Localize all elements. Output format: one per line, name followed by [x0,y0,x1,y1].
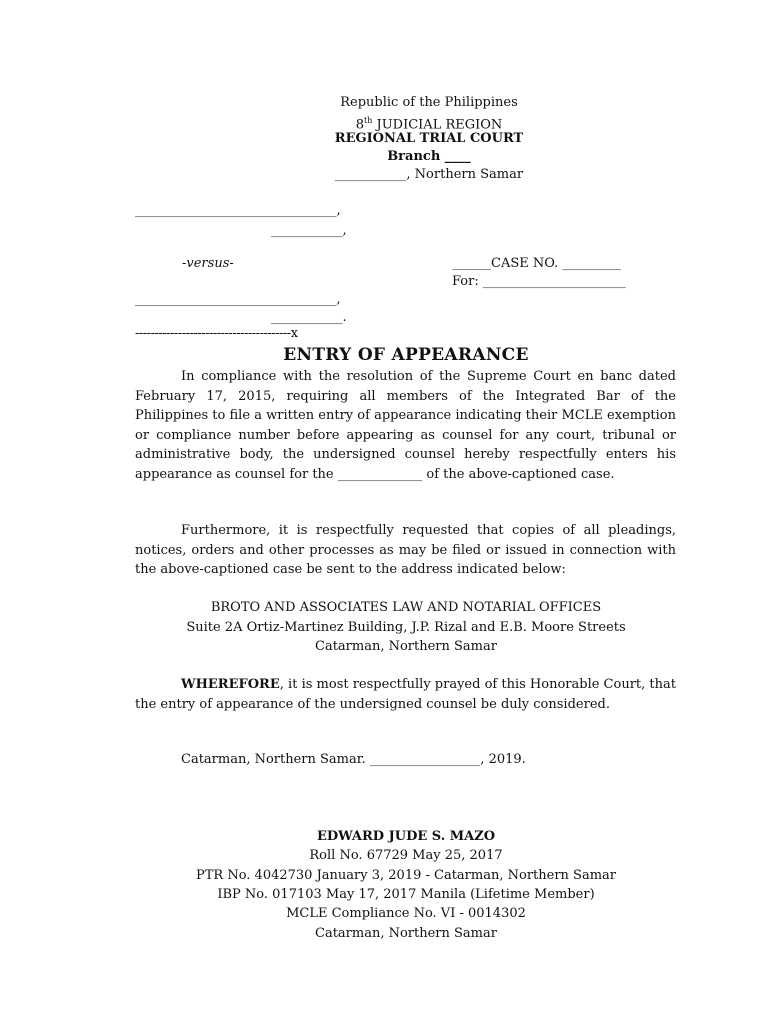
region-number: 8 [355,117,364,133]
address-firm: BROTO AND ASSOCIATES LAW AND NOTARIAL OFFICES [210,600,602,615]
header-court: REGIONAL TRIAL COURT [334,131,524,146]
paragraph-wherefore [135,675,676,714]
signatory-city: Catarman, Northern Samar [315,926,497,941]
wherefore-text: , it is most respectfully prayed of this Honorable Court, that the entry of appearance of the undersigned counsel be duly considered. [135,677,676,712]
region-label: JUDICIAL REGION [372,117,503,133]
region-ordinal: th [363,116,373,125]
header-branch: Branch ____ [387,149,471,164]
party1-name-line: _______________________________, [135,203,341,218]
document-title: ENTRY OF APPEARANCE [283,345,529,365]
paragraph-request: Furthermore, it is respectfully requested that copies of all pleadings, notices, orders and other processes as may be filed or issued in connection with the above-captioned case be sent to the address indicated below: [135,523,676,577]
case-number-line: ______CASE NO. _________ [452,256,621,271]
signatory-ptr: PTR No. 4042730 January 3, 2019 - Catarman, Northern Samar [195,868,616,883]
signatory-mcle: MCLE Compliance No. VI - 0014302 [286,906,526,921]
caption-separator: ----------------------------------------x [135,326,298,341]
signatory-roll: Roll No. 67729 May 25, 2017 [309,848,503,863]
header-location: ___________, Northern Samar [334,167,524,182]
party2-type-line: ___________. [271,310,347,325]
case-for-line: For: ______________________ [452,274,626,289]
party1-type-line: ___________, [271,223,347,238]
paragraph-compliance: In compliance with the resolution of the Supreme Court en banc dated February 17, 2015, requiring all members of the Integrated Bar of the Philippines to file a written entry of appearance indicating their MCLE exemption or compliance number before appearing as counsel for any court, tribunal or administrative body, the undersigned counsel hereby respectfully enters his appearance as counsel for the _____________ of the above-captioned case. [135,369,676,482]
address-city: Catarman, Northern Samar [315,639,497,654]
header-country: Republic of the Philippines [340,95,518,110]
versus-label: -versus- [182,256,234,271]
signatory-ibp: IBP No. 017103 May 17, 2017 Manila (Lifetime Member) [217,887,595,902]
party2-name-line: _______________________________, [135,292,341,307]
address-street: Suite 2A Ortiz-Martinez Building, J.P. Rizal and E.B. Moore Streets [186,620,626,635]
place-date-line: Catarman, Northern Samar. _________________, 2019. [181,752,526,767]
signatory-name: EDWARD JUDE S. MAZO [316,829,496,844]
wherefore-keyword: WHEREFORE [181,677,280,692]
